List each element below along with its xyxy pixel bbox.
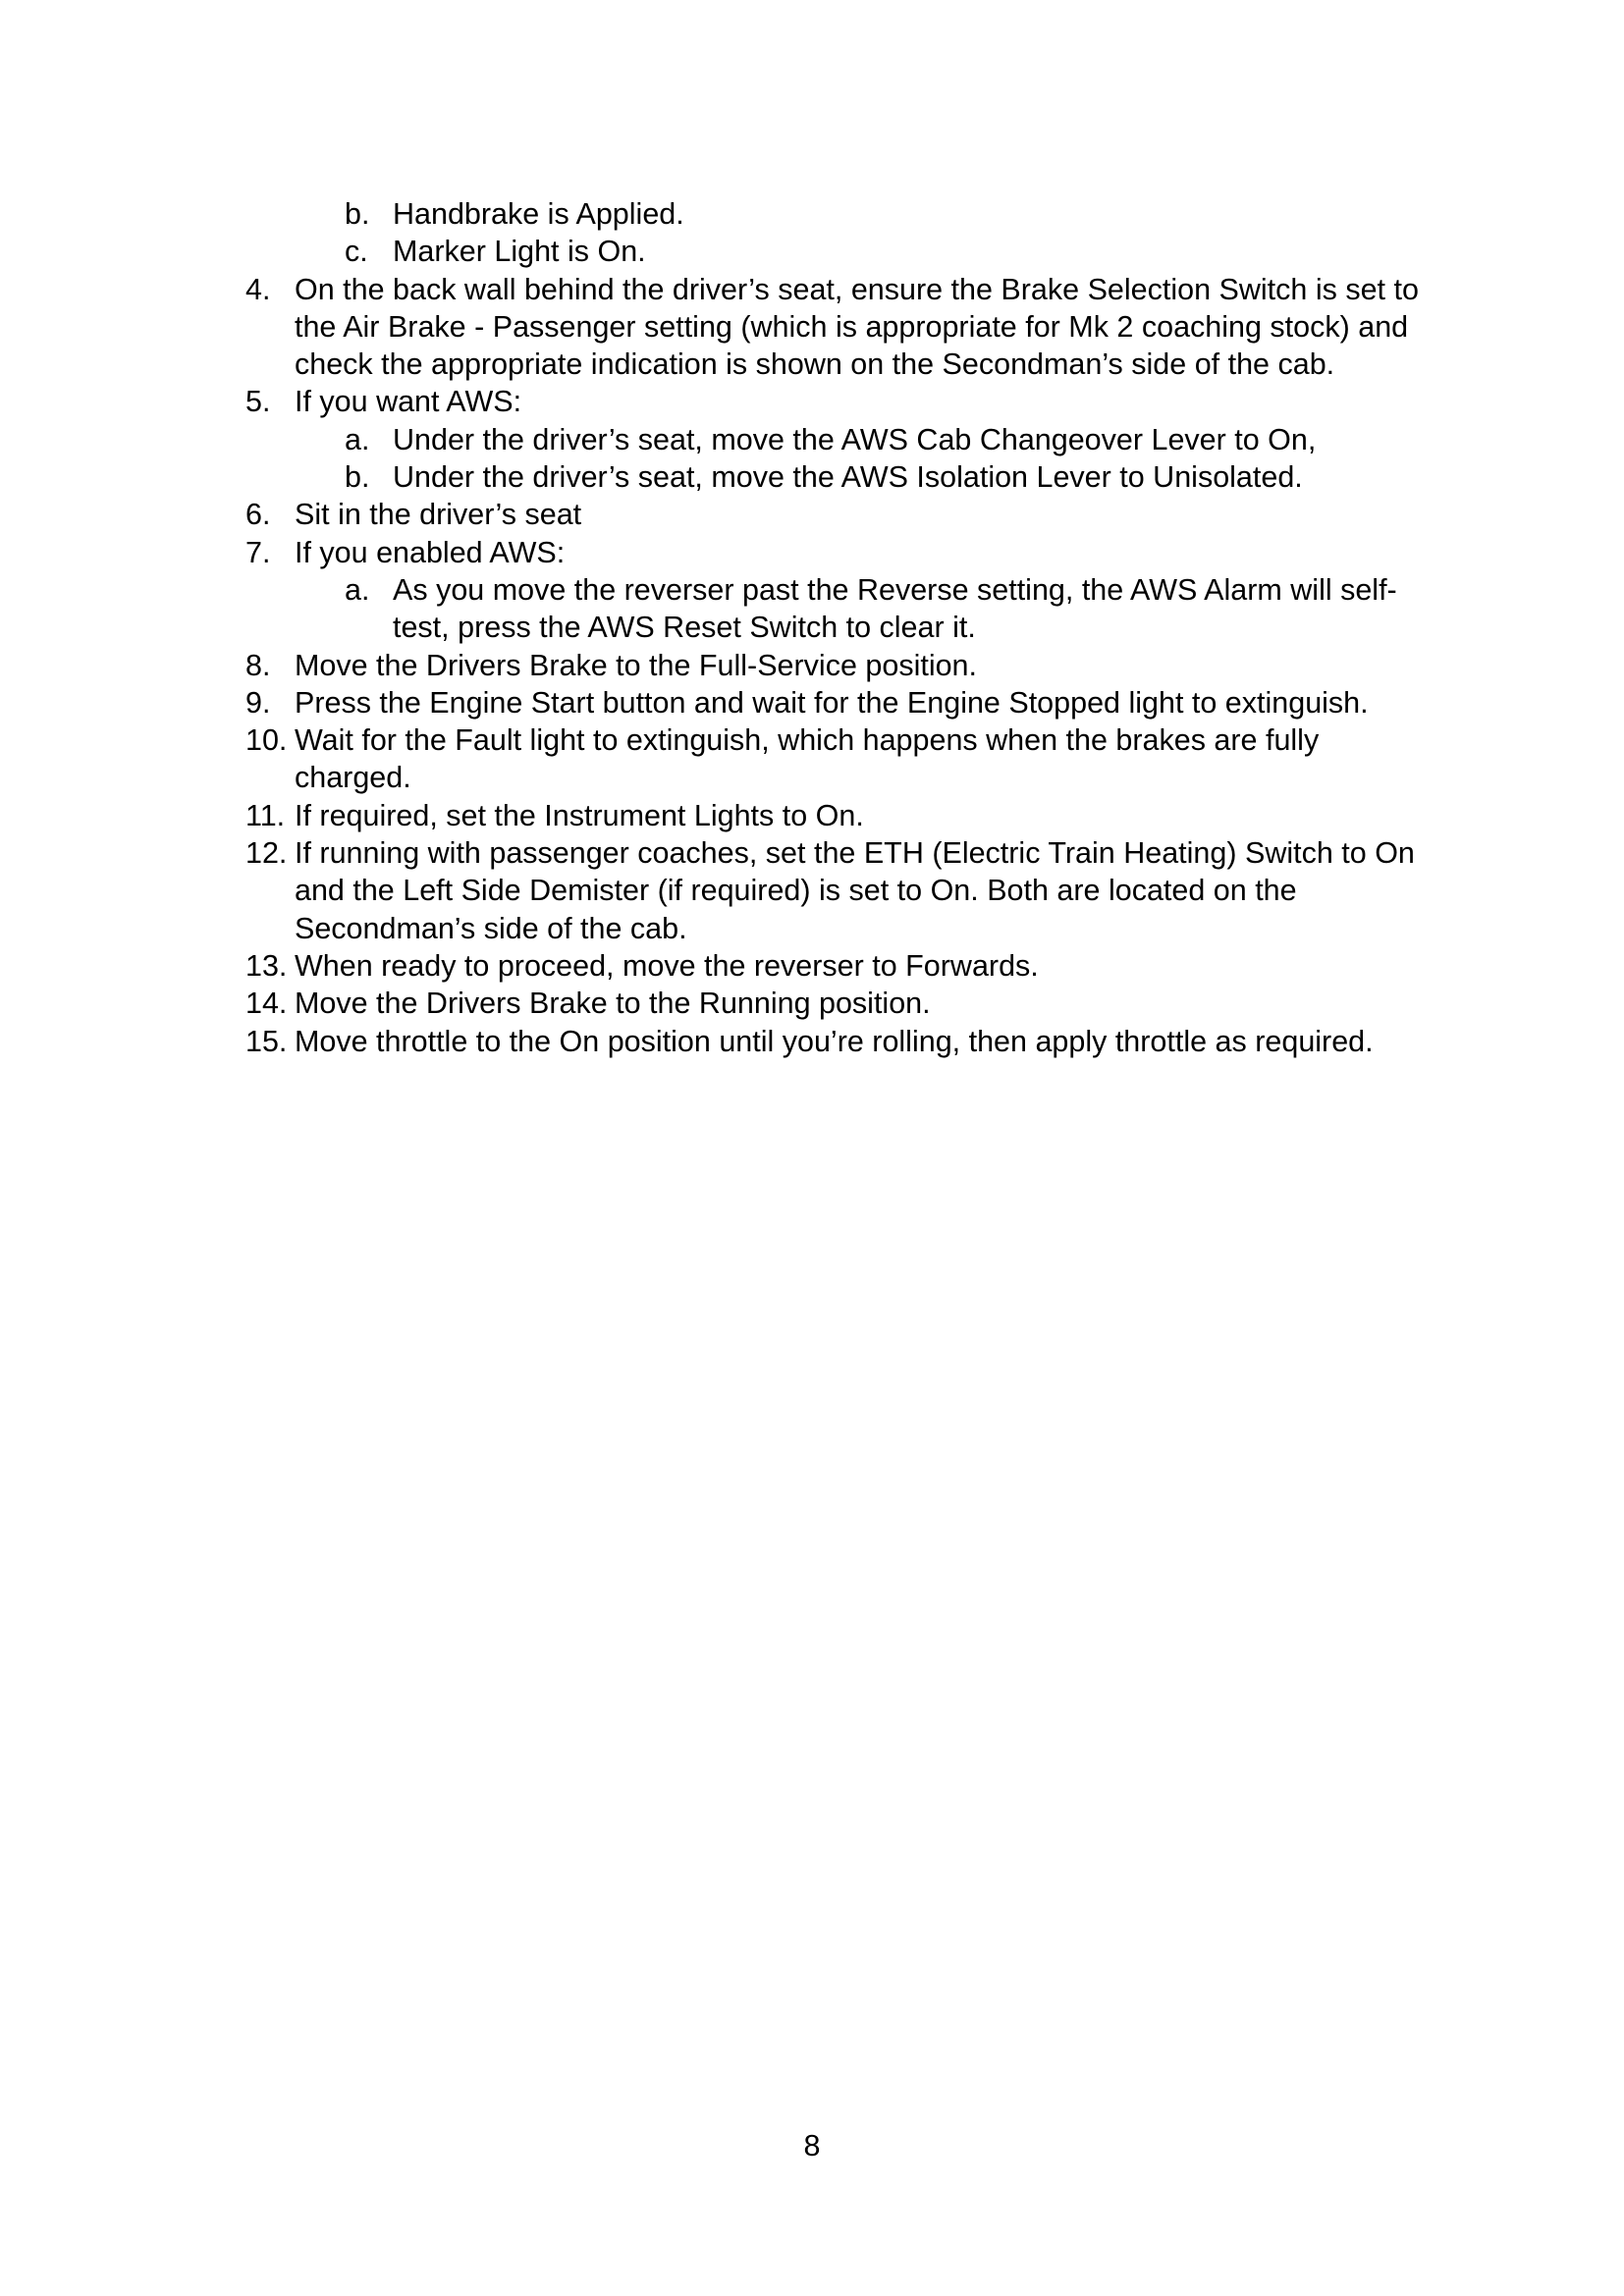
list-item-marker: 12. [245, 836, 288, 871]
list-item [0, 721, 1624, 797]
list-item [0, 534, 1624, 571]
list-item-text: Sit in the driver’s seat [295, 498, 582, 532]
list-item-marker: 4. [245, 272, 271, 306]
list-item-text: Handbrake is Applied. [393, 197, 684, 231]
list-item-marker: c. [345, 235, 368, 269]
list-item-text: If running with passenger coaches, set the ETH (Electric Train Heating) Switch to On and the Left Side Demister (if required) is set to On. Both are located on the Secondman’s side of the cab. [295, 836, 1415, 945]
list-item-marker: 10. [245, 723, 288, 758]
list-item [0, 233, 1624, 270]
list-item-text: Under the driver’s seat, move the AWS Isolation Lever to Unisolated. [393, 460, 1303, 495]
list-item-text: Move the Drivers Brake to the Running position. [295, 987, 931, 1021]
list-item [0, 1023, 1624, 1060]
list-item [0, 647, 1624, 684]
list-item-marker: 11. [245, 798, 286, 832]
list-item-text: Move throttle to the On position until you’re rolling, then apply throttle as required. [295, 1024, 1374, 1058]
list-item [0, 496, 1624, 533]
list-item-marker: 15. [245, 1024, 288, 1058]
list-item-text: Move the Drivers Brake to the Full-Service position. [295, 648, 977, 682]
list-item [0, 195, 1624, 233]
list-item-text: As you move the reverser past the Reverse setting, the AWS Alarm will self-test, press the AWS Reset Switch to clear it. [393, 572, 1397, 645]
page-number: 8 [803, 2129, 821, 2163]
list-item [0, 684, 1624, 721]
list-item-text: When ready to proceed, move the reverser to Forwards. [295, 948, 1039, 983]
list-item [0, 571, 1624, 647]
list-item [0, 947, 1624, 985]
list-item-marker: 7. [245, 535, 271, 569]
list-item [0, 985, 1624, 1022]
list-item-text: Under the driver’s seat, move the AWS Cab Changeover Lever to On, [393, 422, 1317, 456]
list-item-text: Press the Engine Start button and wait for the Engine Stopped light to extinguish. [295, 685, 1369, 720]
list-item-text: Wait for the Fault light to extinguish, which happens when the brakes are fully charged. [295, 723, 1320, 795]
list-item-text: Marker Light is On. [393, 235, 646, 269]
list-item-marker: 13. [245, 948, 288, 983]
list-item-marker: a. [345, 422, 370, 456]
list-item-marker: 6. [245, 498, 271, 532]
list-item [0, 383, 1624, 420]
list-item-marker: a. [345, 572, 370, 607]
list-item-marker: 5. [245, 385, 271, 419]
list-item-text: On the back wall behind the driver’s seat, ensure the Brake Selection Switch is set to the Air Brake - Passenger setting (which is appropriate for Mk 2 coaching stock) and check the appropriate indication is shown on the Secondman’s side of the cab. [295, 272, 1419, 382]
ordered-list [0, 195, 1624, 1060]
list-item [0, 834, 1624, 947]
list-item-text: If you enabled AWS: [295, 535, 566, 569]
list-item-marker: b. [345, 197, 370, 231]
list-item-marker: 9. [245, 685, 271, 720]
list-item [0, 421, 1624, 458]
list-item-marker: 8. [245, 648, 271, 682]
list-item [0, 458, 1624, 496]
list-item-marker: b. [345, 460, 370, 495]
list-item [0, 797, 1624, 834]
list-item-marker: 14. [245, 987, 288, 1021]
list-item-text: If required, set the Instrument Lights to On. [295, 798, 864, 832]
list-item [0, 271, 1624, 384]
list-item-text: If you want AWS: [295, 385, 522, 419]
